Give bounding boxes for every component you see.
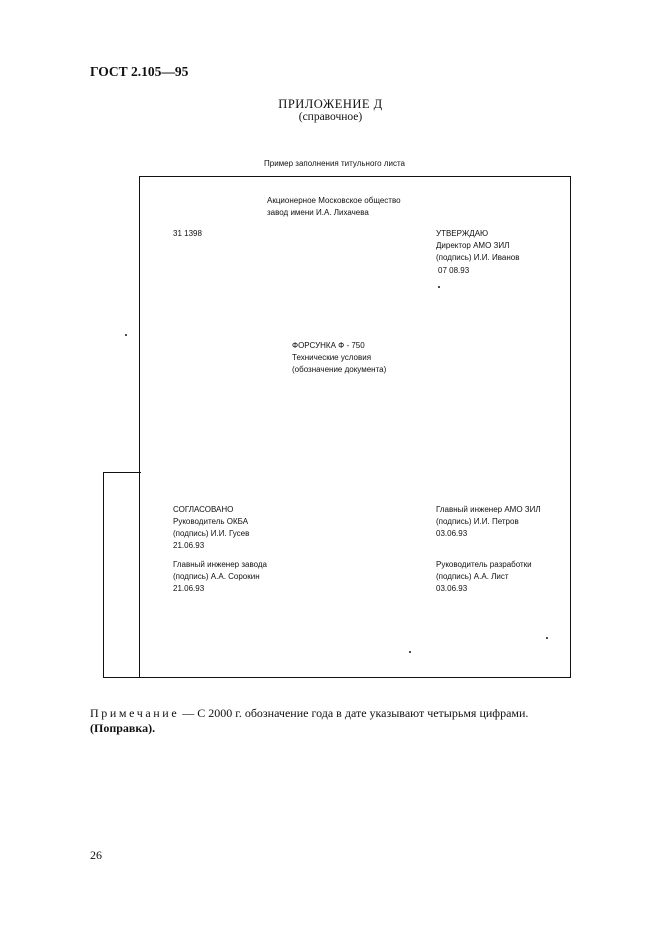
scan-speck [409, 651, 411, 653]
agreement-heading: СОГЛАСОВАНО [173, 505, 234, 514]
approval-heading: УТВЕРЖДАЮ [436, 229, 489, 238]
chief-engineer-plant-block [173, 559, 267, 595]
approval-signature: (подпись) И.И. Иванов [436, 253, 520, 262]
agreement-date: 21.06.93 [173, 541, 205, 550]
note-label: Примечание [90, 706, 180, 720]
example-caption: Пример заполнения титульного листа [264, 159, 405, 168]
document-code: 31 1398 [173, 229, 202, 238]
document-type: Технические условия [292, 353, 372, 362]
binding-margin-frame [103, 472, 141, 678]
agreement-position: Руководитель ОКБА [173, 517, 249, 526]
product-block [292, 340, 386, 376]
position: Главный инженер завода [173, 560, 268, 569]
approval-block [436, 228, 519, 264]
position: Главный инженер АМО ЗИЛ [436, 505, 541, 514]
company-line: Акционерное Московское общество [267, 196, 401, 205]
scan-speck [546, 637, 548, 639]
company-name [267, 195, 401, 219]
company-line: завод имени И.А. Лихачева [267, 208, 369, 217]
approval-position: Директор АМО ЗИЛ [436, 241, 510, 250]
date: 21.06.93 [173, 584, 205, 593]
standard-header: ГОСТ 2.105—95 [90, 64, 189, 79]
appendix-title: ПРИЛОЖЕНИЕ Д [278, 97, 383, 111]
position: Руководитель разработки [436, 560, 532, 569]
product-name: ФОРСУНКА Ф - 750 [292, 341, 365, 350]
agreement-signature: (подпись) И.И. Гусев [173, 529, 250, 538]
signature: (подпись) А.А. Лист [436, 572, 509, 581]
correction-mark: (Поправка). [90, 721, 156, 735]
scan-speck [125, 334, 127, 336]
agreement-block [173, 504, 249, 552]
development-head-block [436, 559, 532, 595]
scan-speck [438, 286, 440, 288]
approval-date: 07 08.93 [438, 266, 470, 275]
date: 03.06.93 [436, 584, 468, 593]
chief-engineer-amo-block [436, 504, 541, 540]
signature: (подпись) А.А. Сорокин [173, 572, 260, 581]
page-number: 26 [90, 848, 102, 862]
date: 03.06.93 [436, 529, 468, 538]
note-paragraph [90, 706, 528, 721]
document-designation: (обозначение документа) [292, 365, 387, 374]
signature: (подпись) И.И. Петров [436, 517, 519, 526]
appendix-subtitle: (справочное) [298, 111, 363, 123]
note-text: — С 2000 г. обозначение года в дате указывают четырьмя цифрами. [179, 706, 529, 720]
